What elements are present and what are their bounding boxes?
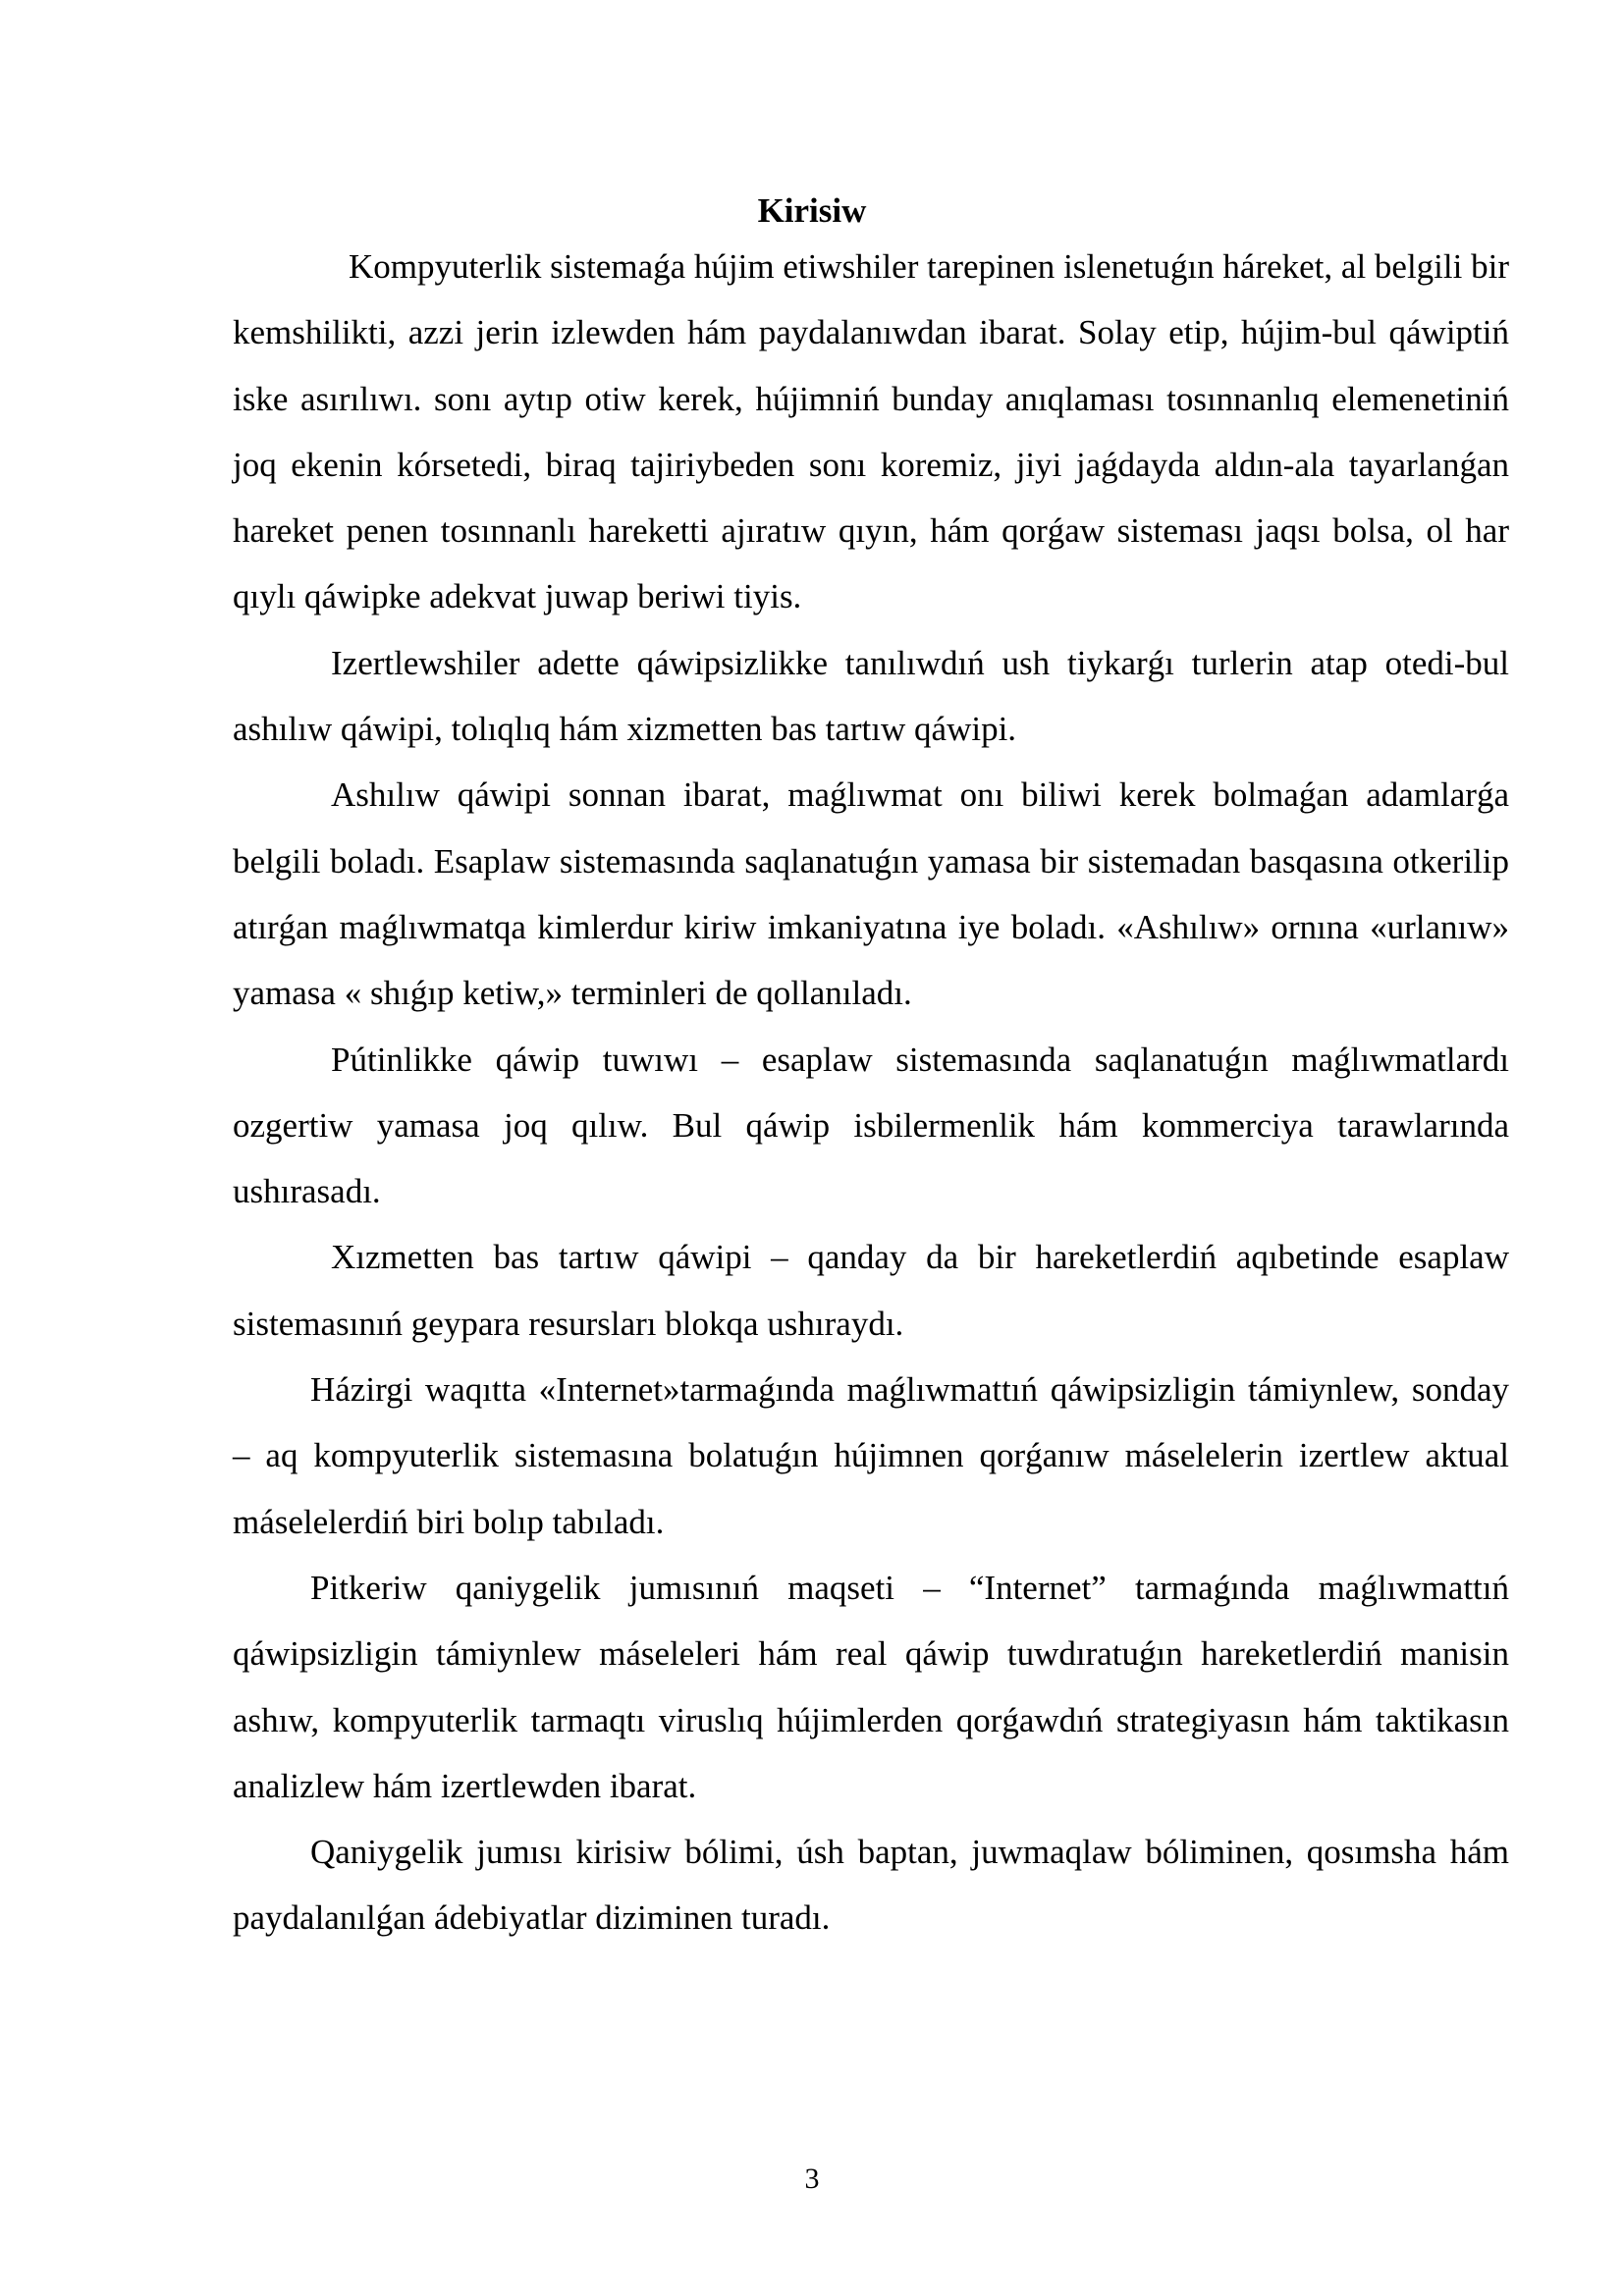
paragraph-intro: Kompyuterlik sistemaǵa hújim etiwshiler tarepinen islenetuǵın háreket, al belgili bir kemshilikti, azzi jerin izlewden hám paydalanıwdan ibarat. Solay etip, hújim-bul qáwiptiń iske asırılıwı. sonı aytıp otiw kerek, hújimniń bunday anıqlaması tosınnanlıq elemenetiniń joq ekenin kórsetedi, biraq tajiriybeden sonı koremiz, jiyi jaǵdayda aldın-ala tayarlanǵan hareket penen tosınnanlı hareketti ajıratıw qıyın, hám qorǵaw sisteması jaqsı bolsa, ol har qıylı qáwipke adekvat juwap beriwi tiyis.: [233, 247, 1509, 616]
paragraph-relevance: Házirgi waqıtta «Internet»tarmaǵında maǵlıwmattıń qáwipsizligin támiynlew, sonday – aq kompyuterlik sistemasına bolatuǵın hújimnen qorǵanıw máselelerin izertlew aktual máselelerdiń biri bolıp tabıladı.: [233, 1370, 1509, 1541]
paragraph-denial-of-service-threat: Xızmetten bas tartıw qáwipi – qanday da bir hareketlerdiń aqıbetinde esaplaw sistemasınıń geypara resursları blokqa ushıraydı.: [233, 1238, 1509, 1343]
paragraph-disclosure-threat: Ashılıw qáwipi sonnan ibarat, maǵlıwmat onı biliwi kerek bolmaǵan adamlarǵa belgili boladı. Esaplaw sistemasında saqlanatuǵın yamasa bir sistemadan basqasına otkerilip atırǵan maǵlıwmatqa kimlerdur kiriw imkaniyatına iye boladı. «Ashılıw» ornına «urlanıw» yamasa « shıǵıp ketiw,» terminleri de qollanıladı.: [233, 775, 1509, 1013]
paragraph-structure: Qaniygelik jumısı kirisiw bólimi, úsh baptan, juwmaqlaw bóliminen, qosımsha hám paydalanılǵan ádebiyatlar diziminen turadı.: [233, 1833, 1509, 1938]
document-body: [233, 234, 1509, 1951]
paragraph-integrity-threat: Pútinlikke qáwip tuwıwı – esaplaw sistemasında saqlanatuǵın maǵlıwmatlardı ozgertiw yamasa joq qılıw. Bul qáwip isbilermenlik hám kommerciya tarawlarında ushırasadı.: [233, 1040, 1509, 1211]
paragraph-goal: Pitkeriw qaniygelik jumısınıń maqseti – “Internet” tarmaǵında maǵlıwmattıń qáwipsizligin támiynlew máseleleri hám real qáwip tuwdıratuǵın hareketlerdiń manisin ashıw, kompyuterlik tarmaqtı viruslıq hújimlerden qorǵawdıń strategiyasın hám taktikasın analizlew hám izertlewden ibarat.: [233, 1568, 1509, 1805]
paragraph-threat-types: Izertlewshiler adette qáwipsizlikke tanılıwdıń ush tiykarǵı turlerin atap otedi-bul ashılıw qáwipi, tolıqlıq hám xizmetten bas tartıw qáwipi.: [233, 643, 1509, 749]
page-title: Kirisiw: [757, 191, 867, 230]
page-number: 3: [804, 2163, 820, 2195]
